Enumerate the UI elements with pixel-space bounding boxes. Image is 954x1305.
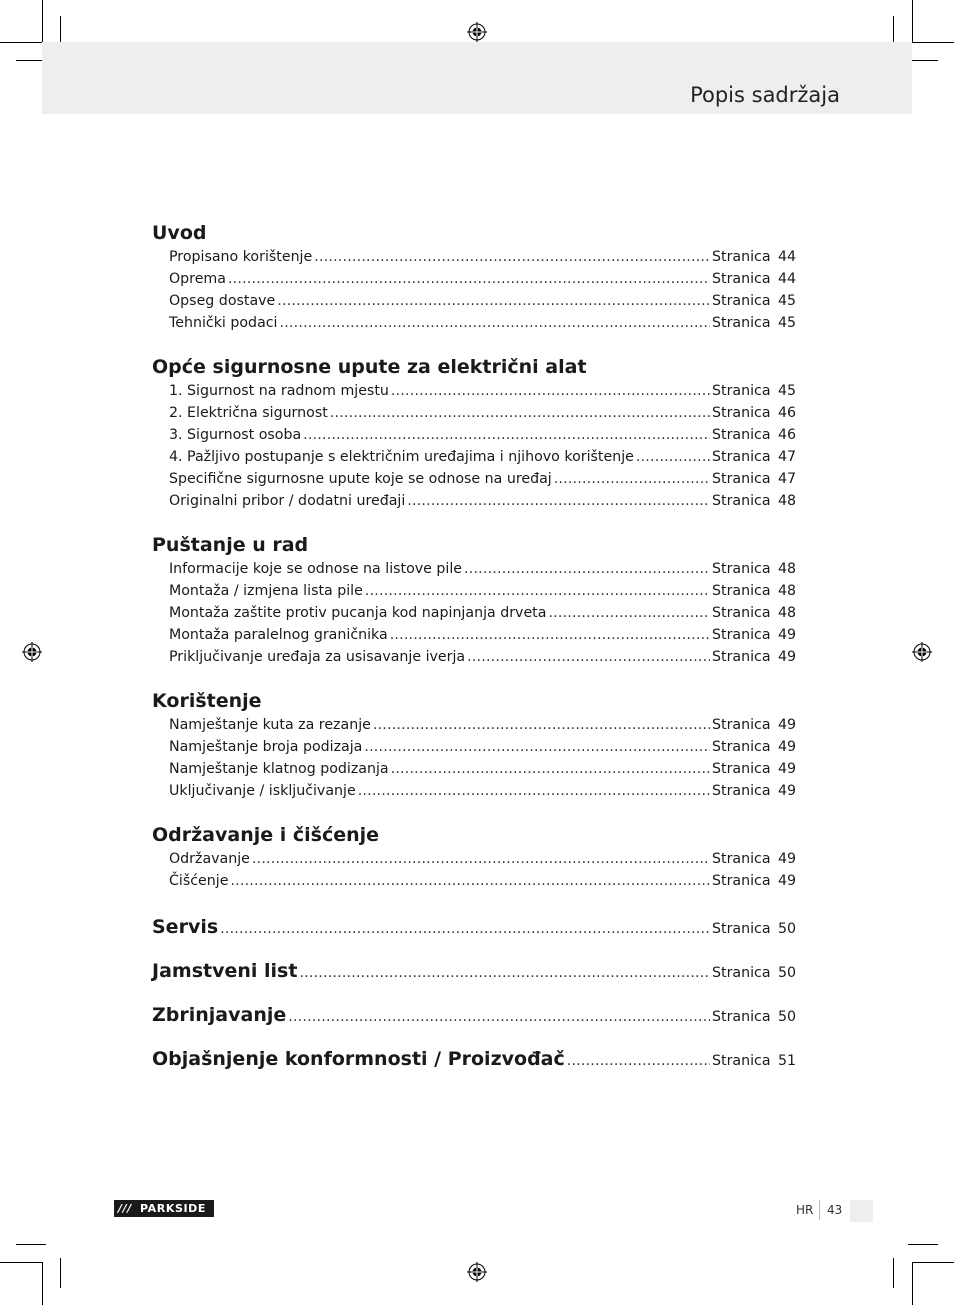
toc-section-entry[interactable] — [152, 956, 796, 986]
toc-entry-page — [712, 246, 796, 268]
page-number: 47 — [777, 471, 796, 487]
toc-entry[interactable] — [152, 312, 796, 334]
dot-leader — [252, 848, 710, 870]
toc-entry[interactable] — [152, 424, 796, 446]
toc-entry-page — [712, 736, 796, 758]
toc-entry-title: Oprema — [169, 271, 226, 287]
crop-mark — [908, 1244, 938, 1245]
page-label: Stranica — [712, 249, 771, 265]
page-number: 49 — [777, 851, 796, 867]
toc-entry-title: Namještanje broja podizaja — [169, 739, 363, 755]
toc-entry-page — [712, 468, 796, 490]
page-label: Stranica — [712, 921, 771, 937]
page-label: Stranica — [712, 783, 771, 799]
toc-section-title: Opće sigurnosne upute za električni alat — [152, 356, 587, 378]
page-number: 50 — [777, 965, 796, 981]
crop-mark — [912, 1262, 954, 1263]
toc-entry-title: Priključivanje uređaja za usisavanje iverja — [169, 649, 466, 665]
toc-entry[interactable] — [152, 624, 796, 646]
page-number: 48 — [777, 493, 796, 509]
page-number: 49 — [777, 873, 796, 889]
page-label: Stranica — [712, 583, 771, 599]
page-number: 46 — [777, 427, 796, 443]
crop-mark — [912, 42, 954, 43]
toc-entry-page — [712, 624, 796, 646]
dot-leader — [554, 468, 710, 490]
page-title: Popis sadržaja — [690, 83, 840, 107]
page-number: 50 — [777, 1009, 796, 1025]
dot-leader — [390, 624, 710, 646]
toc-entry-page — [712, 312, 796, 334]
page-number: 48 — [777, 583, 796, 599]
page-label: Stranica — [712, 383, 771, 399]
page-label: Stranica — [712, 271, 771, 287]
dot-leader — [364, 736, 710, 758]
dot-leader — [567, 1046, 710, 1076]
toc-entry-title: Opseg dostave — [169, 293, 276, 309]
dot-leader — [280, 312, 710, 334]
toc-section-entry[interactable] — [152, 1000, 796, 1030]
toc-entry-page — [712, 646, 796, 668]
page-number: 49 — [777, 783, 796, 799]
toc-section — [152, 220, 796, 334]
dot-leader — [365, 580, 710, 602]
registration-mark-icon — [22, 642, 42, 662]
dot-leader — [467, 646, 710, 668]
page-label: Stranica — [712, 739, 771, 755]
toc-entry[interactable] — [152, 848, 796, 870]
toc-entry-title: Održavanje — [169, 851, 250, 867]
toc-entry[interactable] — [152, 602, 796, 624]
toc-entry-title: 3. Sigurnost osoba — [169, 427, 302, 443]
toc-entry-page — [712, 758, 796, 780]
page-label: Stranica — [712, 1053, 771, 1069]
toc-entry-title: Informacije koje se odnose na listove pile — [169, 561, 463, 577]
toc-entry-page — [712, 870, 796, 892]
toc-entry-page — [712, 1002, 796, 1032]
toc-entry[interactable] — [152, 870, 796, 892]
crop-mark — [42, 0, 43, 42]
toc-entry[interactable] — [152, 558, 796, 580]
toc-entry-title: 1. Sigurnost na radnom mjestu — [169, 383, 389, 399]
crop-mark — [16, 1244, 46, 1245]
page-number: 49 — [777, 739, 796, 755]
dot-leader — [373, 714, 710, 736]
language-code: HR — [796, 1203, 814, 1217]
toc-entry-page — [712, 490, 796, 512]
toc-entry-title: 2. Električna sigurnost — [169, 405, 328, 421]
page-label: Stranica — [712, 471, 771, 487]
dot-leader — [299, 958, 710, 988]
page-number: 51 — [777, 1053, 796, 1069]
toc-entry-page — [712, 714, 796, 736]
toc-entry[interactable] — [152, 490, 796, 512]
dot-leader — [288, 1002, 710, 1032]
page-number: 49 — [777, 761, 796, 777]
toc-entry-page — [712, 848, 796, 870]
crop-mark — [893, 1258, 894, 1288]
toc-entry[interactable] — [152, 780, 796, 802]
page-number: 45 — [777, 293, 796, 309]
page-number: 49 — [777, 717, 796, 733]
page-label: Stranica — [712, 965, 771, 981]
page-number: 49 — [777, 649, 796, 665]
toc-entry-title: Uključivanje / isključivanje — [169, 783, 356, 799]
toc-entry-title: Montaža paralelnog graničnika — [169, 627, 388, 643]
toc-section-title: Puštanje u rad — [152, 534, 309, 556]
toc-entry[interactable] — [152, 468, 796, 490]
logo-text: PARKSIDE — [140, 1202, 207, 1215]
crop-mark — [908, 60, 938, 61]
registration-mark-icon — [467, 22, 487, 42]
dot-leader — [548, 602, 710, 624]
dot-leader — [407, 490, 710, 512]
page-label: Stranica — [712, 293, 771, 309]
page-number: 44 — [777, 271, 796, 287]
toc-entry[interactable] — [152, 736, 796, 758]
page-number: 48 — [777, 561, 796, 577]
toc-section-title: Korištenje — [152, 690, 262, 712]
toc-section — [152, 688, 796, 802]
dot-leader — [358, 780, 710, 802]
dot-leader — [228, 268, 710, 290]
toc-entry-page — [712, 580, 796, 602]
toc-entry[interactable] — [152, 646, 796, 668]
toc-entry[interactable] — [152, 290, 796, 312]
toc-section-entry[interactable] — [152, 1044, 796, 1074]
page-number: 47 — [777, 449, 796, 465]
page-label: Stranica — [712, 449, 771, 465]
crop-mark — [912, 1262, 913, 1305]
page-label: Stranica — [712, 649, 771, 665]
toc-entry-title: Specifične sigurnosne upute koje se odnose na uređaj — [169, 471, 552, 487]
toc-entry-page — [712, 914, 796, 944]
toc-entry-page — [712, 1046, 796, 1076]
toc-entry-title: Montaža zaštite protiv pucanja kod napinjanja drveta — [169, 605, 547, 621]
dot-leader — [636, 446, 710, 468]
toc-entry-title: Čišćenje — [169, 873, 229, 889]
toc-entry-page — [712, 268, 796, 290]
page-number: 45 — [777, 315, 796, 331]
page-label: Stranica — [712, 1009, 771, 1025]
toc-entry[interactable] — [152, 380, 796, 402]
registration-mark-icon — [912, 642, 932, 662]
logo-stripes: /// — [118, 1202, 132, 1215]
page-number: 44 — [777, 249, 796, 265]
page-label: Stranica — [712, 873, 771, 889]
toc-entry-page — [712, 958, 796, 988]
toc-entry-page — [712, 602, 796, 624]
toc-entry-page — [712, 446, 796, 468]
toc-entry-title: Namještanje kuta za rezanje — [169, 717, 371, 733]
toc-entry[interactable] — [152, 246, 796, 268]
crop-mark — [0, 42, 42, 43]
footer-box — [850, 1200, 873, 1222]
page-label: Stranica — [712, 493, 771, 509]
toc-entry-title: Tehnički podaci — [169, 315, 278, 331]
page-number: 48 — [777, 605, 796, 621]
dot-leader — [464, 558, 710, 580]
toc-entry-page — [712, 780, 796, 802]
dot-leader — [220, 914, 710, 944]
crop-mark — [60, 1258, 61, 1288]
page-label: Stranica — [712, 405, 771, 421]
toc-entry-title: Propisano korištenje — [169, 249, 313, 265]
page-number-footer: 43 — [827, 1203, 843, 1217]
toc-entry-page — [712, 380, 796, 402]
toc-entry-page — [712, 290, 796, 312]
toc-entry-title: 4. Pažljivo postupanje s električnim uređajima i njihovo korištenje — [169, 449, 634, 465]
dot-leader — [314, 246, 710, 268]
toc-entry[interactable] — [152, 714, 796, 736]
toc-entry-page — [712, 558, 796, 580]
dot-leader — [391, 380, 710, 402]
toc-entry[interactable] — [152, 402, 796, 424]
page-label: Stranica — [712, 851, 771, 867]
page-label: Stranica — [712, 627, 771, 643]
registration-mark-icon — [467, 1262, 487, 1282]
dot-leader — [230, 870, 710, 892]
page-label: Stranica — [712, 427, 771, 443]
toc-entry-title: Originalni pribor / dodatni uređaji — [169, 493, 406, 509]
toc-entry-page — [712, 402, 796, 424]
toc-entry-page — [712, 424, 796, 446]
toc-section-title: Jamstveni list — [152, 960, 298, 982]
dot-leader — [277, 290, 710, 312]
toc-section-title: Objašnjenje konformnosti / Proizvođač — [152, 1048, 565, 1070]
page-label: Stranica — [712, 561, 771, 577]
toc-section — [152, 354, 796, 512]
toc-section — [152, 532, 796, 668]
dot-leader — [391, 758, 710, 780]
table-of-contents — [152, 220, 796, 1074]
page-label: Stranica — [712, 717, 771, 733]
crop-mark — [912, 0, 913, 42]
toc-entry[interactable] — [152, 758, 796, 780]
toc-section — [152, 822, 796, 892]
toc-section-entry[interactable] — [152, 912, 796, 942]
crop-mark — [42, 1262, 43, 1305]
parkside-logo — [114, 1200, 214, 1217]
dot-leader — [330, 402, 710, 424]
page-number: 50 — [777, 921, 796, 937]
page-label: Stranica — [712, 761, 771, 777]
page-number: 49 — [777, 627, 796, 643]
dot-leader — [303, 424, 710, 446]
page-number: 45 — [777, 383, 796, 399]
footer-divider — [819, 1200, 820, 1220]
toc-section-title: Servis — [152, 916, 219, 938]
toc-section-title: Uvod — [152, 222, 207, 244]
toc-section-title: Zbrinjavanje — [152, 1004, 287, 1026]
crop-mark — [0, 1262, 42, 1263]
page-label: Stranica — [712, 315, 771, 331]
toc-section-title: Održavanje i čišćenje — [152, 824, 380, 846]
toc-entry[interactable] — [152, 580, 796, 602]
toc-entry-title: Montaža / izmjena lista pile — [169, 583, 363, 599]
toc-entry[interactable] — [152, 268, 796, 290]
toc-entry[interactable] — [152, 446, 796, 468]
page-label: Stranica — [712, 605, 771, 621]
page-number: 46 — [777, 405, 796, 421]
toc-entry-title: Namještanje klatnog podizanja — [169, 761, 389, 777]
